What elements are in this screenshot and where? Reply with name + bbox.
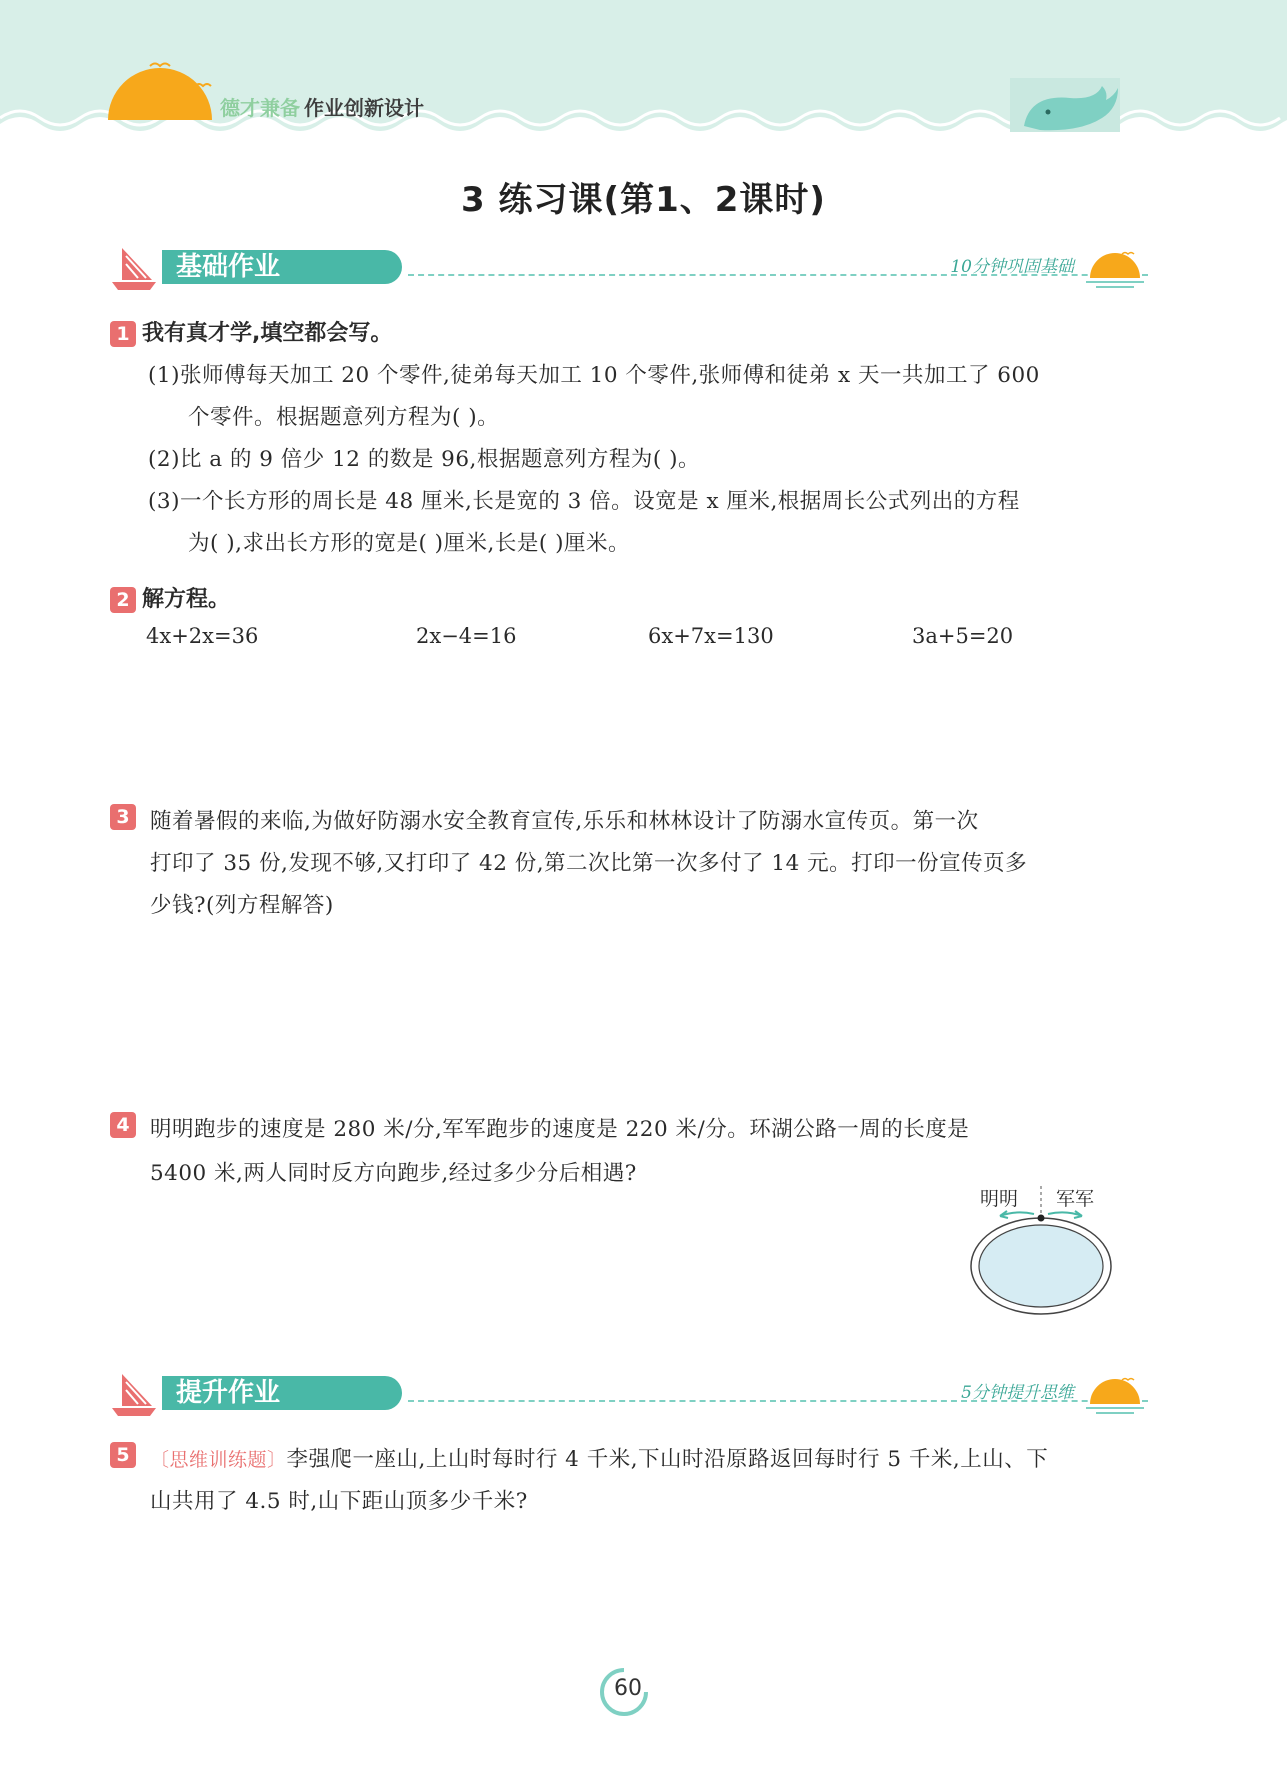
q5-line2: 山共用了 4.5 时,山下距山顶多少千米? (150, 1489, 528, 1514)
question-5-row (110, 1442, 136, 1468)
question-number: 3 (110, 804, 136, 830)
section-header-advanced (108, 1370, 1148, 1416)
brand-part2: 作业创新设计 (304, 96, 424, 120)
q3-line1: 随着暑假的来临,为做好防溺水安全教育宣传,乐乐和林林设计了防溺水宣传页。第一次 (150, 809, 979, 834)
q1-part2: (2)比 a 的 9 倍少 12 的数是 96,根据题意列方程为( )。 (148, 447, 700, 472)
section-note-advanced: 5分钟提升思维 (961, 1383, 1074, 1403)
section-note-basic: 10分钟巩固基础 (950, 257, 1074, 277)
sun-logo-icon (100, 56, 220, 126)
question-3-row (110, 804, 136, 830)
question-number: 4 (110, 1112, 136, 1138)
section-label-basic: 基础作业 (162, 250, 402, 284)
question-2-title-row (110, 582, 230, 613)
section-label-advanced: 提升作业 (162, 1376, 402, 1410)
question-number: 1 (110, 321, 136, 347)
sunset-icon (1082, 250, 1148, 290)
sailboat-icon (108, 244, 160, 290)
lake-diagram (960, 1186, 1120, 1320)
whale-icon (1010, 78, 1120, 132)
question-4-row (110, 1112, 136, 1138)
q1-part1-line2: 个零件。根据题意列方程为( )。 (188, 405, 500, 430)
equation-1: 4x+2x=36 (146, 624, 259, 648)
q3-line2: 打印了 35 份,发现不够,又打印了 42 份,第二次比第一次多付了 14 元。打印一份宣传页多 (150, 851, 1028, 876)
q3-line3: 少钱?(列方程解答) (150, 893, 334, 918)
equation-2: 2x−4=16 (416, 624, 517, 648)
figure-label-junjun: 军军 (1056, 1188, 1095, 1210)
brand-part1: 德才兼备 (220, 96, 300, 120)
q1-part3-line1: (3)一个长方形的周长是 48 厘米,长是宽的 3 倍。设宽是 x 厘米,根据周长公式列出的方程 (148, 489, 1020, 514)
thinking-tag: 〔思维训练题〕 (150, 1449, 287, 1471)
page-number: 60 (614, 1676, 642, 1701)
figure-label-mingming: 明明 (980, 1188, 1019, 1210)
q1-part3-line2: 为( ),求出长方形的宽是( )厘米,长是( )厘米。 (188, 531, 631, 556)
q5-line1-text: 李强爬一座山,上山时每时行 4 千米,下山时沿原路返回每时行 5 千米,上山、下 (286, 1447, 1049, 1472)
q5-line1 (150, 1442, 1048, 1473)
equation-4: 3a+5=20 (912, 624, 1014, 648)
question-title: 解方程。 (142, 587, 231, 612)
sunset-icon (1082, 1376, 1148, 1416)
question-number: 2 (110, 587, 136, 613)
question-title: 我有真才学,填空都会写。 (142, 321, 393, 346)
q4-line1: 明明跑步的速度是 280 米/分,军军跑步的速度是 220 米/分。环湖公路一周的长度是 (150, 1117, 970, 1142)
equation-3: 6x+7x=130 (648, 624, 774, 648)
sailboat-icon (108, 1370, 160, 1416)
brand-title (220, 92, 424, 121)
question-1-title-row (110, 316, 392, 347)
q1-part1-line1: (1)张师傅每天加工 20 个零件,徒弟每天加工 10 个零件,张师傅和徒弟 x 天一共加工了 600 (148, 363, 1040, 388)
q4-line2: 5400 米,两人同时反方向跑步,经过多少分后相遇? (150, 1161, 637, 1186)
page-title: 3 练习课(第1、2课时) (461, 180, 826, 220)
question-number: 5 (110, 1442, 136, 1468)
section-header-basic (108, 244, 1148, 290)
